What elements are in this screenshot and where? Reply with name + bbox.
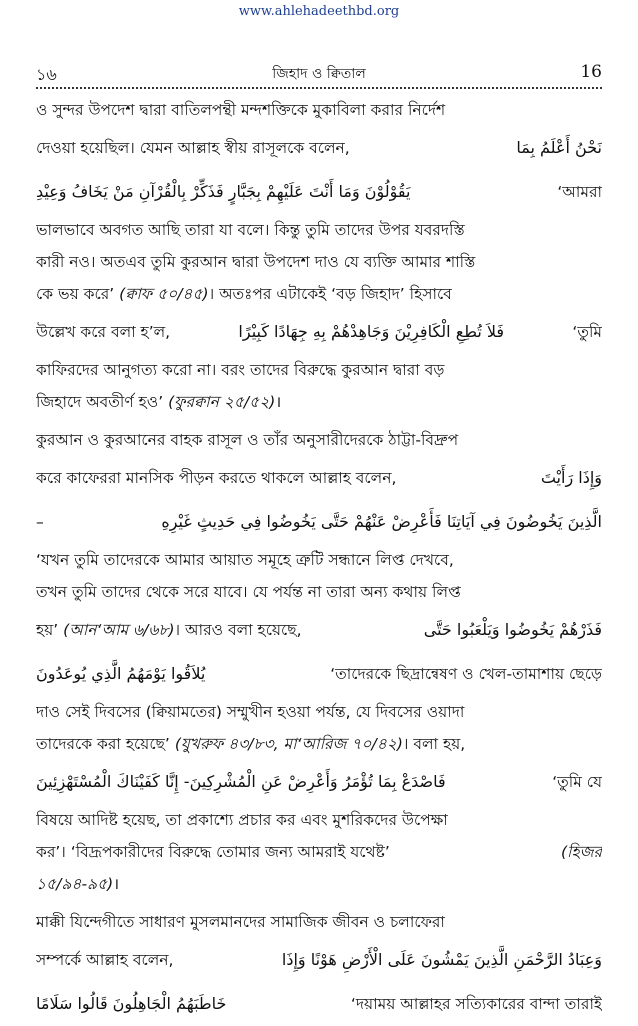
citation: (ফুরক্বান ২৫/৫২): [168, 393, 276, 411]
text-line: কাফিরদের আনুগত্য করো না। বরং তাদের বিরুদ্ধে কুরআন দ্বারা বড়: [36, 361, 445, 379]
arabic-verse: وَعِبَادُ الرَّحْمَنِ الَّذِينَ يَمْشُونَ عَلَى الْأَرْضِ هَوْنًا وَإِذَا: [281, 950, 602, 969]
site-url[interactable]: www.ahlehadeethbd.org: [238, 4, 400, 19]
text-line: يَقُوْلُوْنَ وَمَا أَنْتَ عَلَيْهِمْ بِجَبَّارٍ فَذَكِّرْ بِالْقُرْآنِ مَنْ يَخَافُ وَعِيْدِ ‘আমরা: [36, 170, 602, 214]
text-line: করে কাফেররা মানসিক পীড়ন করতে থাকলে আল্লাহ বলেন, وَإِذَا رَأَيْتَ: [36, 456, 602, 500]
text-line: কুরআন ও কুরআনের বাহক রাসূল ও তাঁর অনুসারীদেরকে ঠাট্টা-বিদ্রুপ: [36, 431, 459, 449]
text-line: কারী নও। অতএব তুমি কুরআন দ্বারা উপদেশ দাও যে ব্যক্তি আমার শাস্তি: [36, 253, 476, 271]
page-number: 16: [580, 62, 602, 82]
arabic-verse: وَإِذَا رَأَيْتَ: [540, 468, 602, 487]
text-line: হয়’ (আন‘আম ৬/৬৮)। আরও বলা হয়েছে, فَذَرْهُمْ يَخُوضُوا وَيَلْعَبُوا حَتَّى: [36, 608, 602, 652]
citation: (ক্বাফ ৫০/৪৫): [119, 285, 209, 303]
arabic-verse: يَقُوْلُوْنَ وَمَا أَنْتَ عَلَيْهِمْ بِجَبَّارٍ فَذَكِّرْ بِالْقُرْآنِ مَنْ يَخَافُ وَعِيْدِ: [36, 182, 411, 201]
arabic-verse: خَاطَبَهُمُ الْجَاهِلُونَ قَالُوا سَلَامًا: [36, 994, 227, 1013]
text-line: উল্লেখ করে বলা হ’ল, فَلاَ تُطِعِ الْكَافِرِيْنَ وَجَاهِدْهُمْ بِهِ جِهَادًا كَبِيْرًا ‘তুমি: [36, 310, 602, 354]
text-line: কে ভয় করে’ (ক্বাফ ৫০/৪৫)। অতঃপর এটাকেই ‘বড় জিহাদ’ হিসাবে: [36, 285, 452, 303]
text-line: – الَّذِينَ يَخُوضُونَ فِي آيَاتِنَا فَأَعْرِضْ عَنْهُمْ حَتَّى يَخُوضُوا فِي حَدِيثٍ غَيْرِهِ: [36, 500, 602, 544]
text-line: জিহাদে অবতীর্ণ হও’ (ফুরক্বান ২৫/৫২)।: [36, 393, 282, 411]
header-divider: [36, 87, 602, 89]
arabic-verse: الَّذِينَ يَخُوضُونَ فِي آيَاتِنَا فَأَعْرِضْ عَنْهُمْ حَتَّى يَخُوضُوا فِي حَدِيثٍ غَيْرِهِ: [161, 512, 602, 531]
citation: ১৫/৯৪-৯৫): [36, 875, 114, 893]
page-header: [36, 62, 602, 86]
arabic-verse: فَذَرْهُمْ يَخُوضُوا وَيَلْعَبُوا حَتَّى: [423, 620, 602, 639]
text-line: তখন তুমি তাদের থেকে সরে যাবে। যে পর্যন্ত না তারা অন্য কথায় লিপ্ত: [36, 583, 461, 601]
arabic-verse: نَحْنُ أَعْلَمُ بِمَا: [516, 138, 602, 157]
text-line: দাও সেই দিবসের (ক্বিয়ামতের) সম্মুখীন হওয়া পর্যন্ত, যে দিবসের ওয়াদা: [36, 703, 465, 721]
page-number-bengali: ১৬: [36, 65, 57, 84]
arabic-verse: فَلاَ تُطِعِ الْكَافِرِيْنَ وَجَاهِدْهُمْ بِهِ جِهَادًا كَبِيْرًا: [238, 322, 505, 341]
text-line: فَاصْدَعْ بِمَا تُؤْمَرُ وَأَعْرِضْ عَنِ الْمُشْرِكِينَ- إِنَّا كَفَيْنَاكَ الْمُسْتَهْزِئِينَ ‘তুমি যে: [36, 760, 602, 804]
text-line: ‘যখন তুমি তাদেরকে আমার আয়াত সমূহে ত্রুটি সন্ধানে লিপ্ত দেখবে,: [36, 551, 454, 569]
text-line: কর’। ‘বিদ্রূপকারীদের বিরুদ্ধে তোমার জন্য আমরাই যথেষ্ট’ (হিজর: [36, 836, 602, 868]
text-line: তাদেরকে করা হয়েছে’ (যুখরুফ ৪৩/৮৩, মা‘আরিজ ৭০/৪২)। বলা হয়,: [36, 735, 466, 753]
text-line: দেওয়া হয়েছিল। যেমন আল্লাহ স্বীয় রাসূলকে বলেন, نَحْنُ أَعْلَمُ بِمَا: [36, 126, 602, 170]
text-line: বিষয়ে আদিষ্ট হয়েছ, তা প্রকাশ্যে প্রচার কর এবং মুশরিকদের উপেক্ষা: [36, 811, 448, 829]
text-line: خَاطَبَهُمُ الْجَاهِلُونَ قَالُوا سَلَامًا ‘দয়াময় আল্লাহর সত্যিকারের বান্দা তারাই: [36, 982, 602, 1026]
text-line: ১৫/৯৪-৯৫)।: [36, 875, 120, 893]
text-line: সম্পর্কে আল্লাহ বলেন, وَعِبَادُ الرَّحْمَنِ الَّذِينَ يَمْشُونَ عَلَى الْأَرْضِ هَوْنًا وَإِذَا: [36, 938, 602, 982]
citation: (যুখরুফ ৪৩/৮৩, মা‘আরিজ ৭০/৪২): [174, 735, 403, 753]
text-line: يُلاَقُوا يَوْمَهُمُ الَّذِي يُوعَدُونَ ‘তাদেরকে ছিদ্রান্বেষণ ও খেল-তামাশায় ছেড়ে: [36, 652, 602, 696]
page-body: [36, 94, 602, 1026]
text-line: ভালভাবে অবগত আছি তারা যা বলে। কিন্তু তুমি তাদের উপর যবরদস্তি: [36, 221, 465, 239]
text-line: মাক্কী যিন্দেগীতে সাধারণ মুসলমানদের সামাজিক জীবন ও চলাফেরা: [36, 913, 445, 931]
running-title: জিহাদ ও ক্বিতাল: [272, 66, 366, 82]
citation: (আন‘আম ৬/৬৮): [63, 621, 175, 639]
arabic-verse: فَاصْدَعْ بِمَا تُؤْمَرُ وَأَعْرِضْ عَنِ الْمُشْرِكِينَ- إِنَّا كَفَيْنَاكَ الْمُسْتَهْزِئِينَ: [36, 772, 446, 791]
text-line: ও সুন্দর উপদেশ দ্বারা বাতিলপন্থী মন্দশক্তিকে মুকাবিলা করার নির্দেশ: [36, 101, 446, 119]
arabic-verse: يُلاَقُوا يَوْمَهُمُ الَّذِي يُوعَدُونَ: [36, 664, 206, 683]
citation: (হিজর: [560, 843, 602, 861]
